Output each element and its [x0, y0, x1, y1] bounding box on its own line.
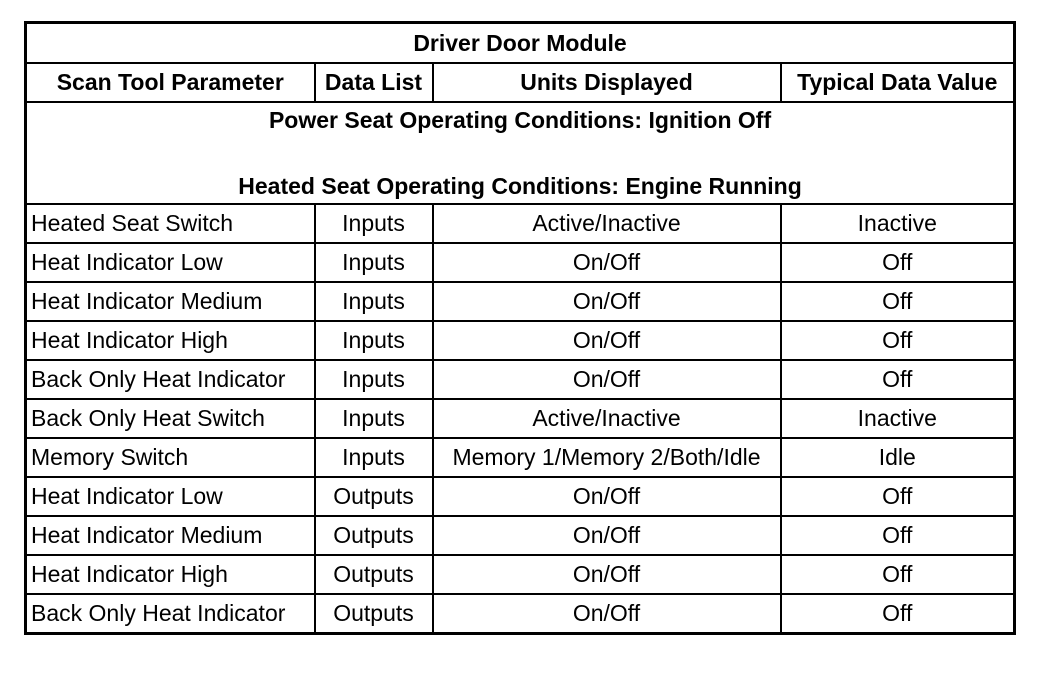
heated-seat-conditions: Heated Seat Operating Conditions: Engine Running	[238, 173, 802, 199]
table-row	[26, 594, 1015, 634]
typical-value-cell: Off	[781, 282, 1015, 321]
header-units-displayed: Units Displayed	[433, 63, 781, 102]
table-row	[26, 204, 1015, 243]
table-row	[26, 438, 1015, 477]
typical-value-cell: Inactive	[781, 399, 1015, 438]
param-cell: Heat Indicator High	[26, 321, 315, 360]
typical-value-cell: Off	[781, 243, 1015, 282]
power-seat-conditions: Power Seat Operating Conditions: Ignition Off	[268, 107, 772, 133]
data-list-cell: Inputs	[315, 243, 433, 282]
data-list-cell: Inputs	[315, 321, 433, 360]
data-list-cell: Outputs	[315, 555, 433, 594]
param-cell: Heat Indicator Low	[26, 477, 315, 516]
typical-value-cell: Inactive	[781, 204, 1015, 243]
data-list-cell: Outputs	[315, 594, 433, 634]
table-row	[26, 243, 1015, 282]
param-cell: Back Only Heat Indicator	[26, 360, 315, 399]
typical-value-cell: Off	[781, 516, 1015, 555]
param-cell: Back Only Heat Indicator	[26, 594, 315, 634]
table-row	[26, 399, 1015, 438]
operating-conditions	[26, 102, 1015, 204]
units-cell: On/Off	[433, 360, 781, 399]
units-cell: On/Off	[433, 321, 781, 360]
header-scan-tool-parameter: Scan Tool Parameter	[26, 63, 315, 102]
header-data-list: Data List	[315, 63, 433, 102]
driver-door-module-table	[24, 21, 1016, 635]
param-cell: Heat Indicator Low	[26, 243, 315, 282]
param-cell: Back Only Heat Switch	[26, 399, 315, 438]
table-title-row	[26, 23, 1015, 64]
table-row	[26, 516, 1015, 555]
typical-value-cell: Off	[781, 594, 1015, 634]
param-cell: Heat Indicator High	[26, 555, 315, 594]
data-list-cell: Inputs	[315, 204, 433, 243]
data-list-cell: Inputs	[315, 282, 433, 321]
units-cell: On/Off	[433, 243, 781, 282]
table-row	[26, 477, 1015, 516]
param-cell: Heated Seat Switch	[26, 204, 315, 243]
units-cell: On/Off	[433, 594, 781, 634]
header-typical-data-value: Typical Data Value	[781, 63, 1015, 102]
data-list-cell: Inputs	[315, 360, 433, 399]
param-cell: Memory Switch	[26, 438, 315, 477]
table-row	[26, 360, 1015, 399]
typical-value-cell: Idle	[781, 438, 1015, 477]
units-cell: On/Off	[433, 477, 781, 516]
data-list-cell: Inputs	[315, 438, 433, 477]
typical-value-cell: Off	[781, 477, 1015, 516]
typical-value-cell: Off	[781, 555, 1015, 594]
table-title: Driver Door Module	[26, 23, 1015, 64]
table-row	[26, 555, 1015, 594]
data-list-cell: Outputs	[315, 516, 433, 555]
param-cell: Heat Indicator Medium	[26, 282, 315, 321]
units-cell: Active/Inactive	[433, 399, 781, 438]
operating-conditions-row	[26, 102, 1015, 204]
units-cell: Memory 1/Memory 2/Both/Idle	[433, 438, 781, 477]
units-cell: On/Off	[433, 516, 781, 555]
typical-value-cell: Off	[781, 360, 1015, 399]
data-list-cell: Outputs	[315, 477, 433, 516]
typical-value-cell: Off	[781, 321, 1015, 360]
units-cell: On/Off	[433, 555, 781, 594]
data-list-cell: Inputs	[315, 399, 433, 438]
units-cell: On/Off	[433, 282, 781, 321]
param-cell: Heat Indicator Medium	[26, 516, 315, 555]
table-row	[26, 321, 1015, 360]
table-header-row	[26, 63, 1015, 102]
table-row	[26, 282, 1015, 321]
units-cell: Active/Inactive	[433, 204, 781, 243]
